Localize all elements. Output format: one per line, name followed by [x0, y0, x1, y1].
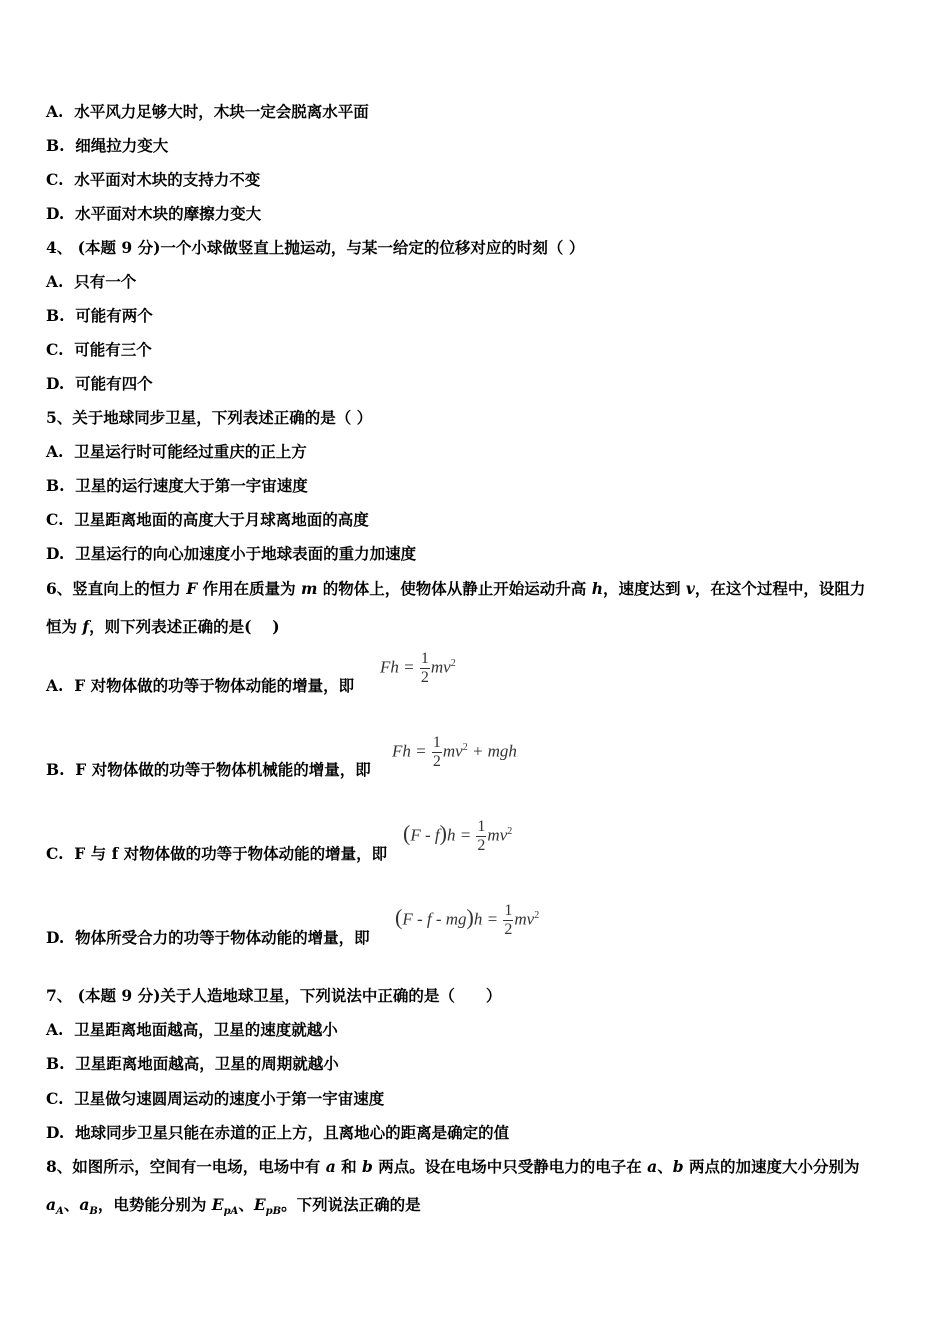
formula-a: [380, 650, 456, 687]
option-text: 水平面对木块的支持力不变: [74, 170, 261, 189]
q6-var-F: F: [186, 579, 198, 598]
option-letter: D.: [46, 1123, 65, 1142]
q8-text: 、: [657, 1157, 673, 1176]
fraction: [420, 650, 430, 687]
q6-var-m: m: [301, 579, 318, 598]
q4-option-d: [46, 374, 153, 394]
q8-sub: B: [89, 1206, 98, 1218]
q5-option-b: [46, 476, 308, 496]
q4-option-c: [46, 340, 152, 360]
q3-option-c: [46, 170, 260, 190]
q6-stem-line1: [46, 579, 865, 599]
q3-option-d: [46, 204, 261, 224]
fraction-den: 2: [420, 669, 429, 686]
q8-var-E: E: [253, 1195, 266, 1214]
q5-option-d: [46, 544, 416, 564]
option-text: F 对物体做的功等于物体动能的增量，即: [74, 676, 355, 695]
q6-option-c: [46, 844, 387, 864]
formula-rhs: mv: [442, 741, 463, 761]
q8-var-E: E: [211, 1195, 224, 1214]
q8-text: 8、如图所示，空间有一电场，电场中有: [46, 1157, 326, 1176]
q8-text: 和: [335, 1157, 363, 1176]
formula-after: h =: [473, 909, 499, 929]
q8-text: 两点。设在电场中只受静电力的电子在: [372, 1157, 648, 1176]
q6-text: ，在这个过程中，设阻力: [694, 579, 866, 598]
q4-stem: 4、 (本题 9 分)一个小球做竖直上抛运动，与某一给定的位移对应的时刻（ ）: [46, 238, 585, 257]
option-text: 可能有两个: [75, 306, 153, 325]
option-text: 物体所受合力的功等于物体动能的增量，即: [75, 928, 370, 947]
q8-var-a: a: [79, 1195, 90, 1214]
formula-lhs: Fh =: [380, 657, 415, 677]
option-letter: C.: [46, 340, 64, 359]
q5-option-a: [46, 442, 307, 462]
option-letter: C.: [46, 1089, 64, 1108]
q6-option-b: [46, 760, 371, 780]
option-letter: A.: [46, 272, 64, 291]
option-letter: C.: [46, 510, 64, 529]
q7-option-c: [46, 1089, 384, 1109]
formula-lhs: Fh =: [392, 741, 427, 761]
option-text: 卫星运行时可能经过重庆的正上方: [74, 442, 307, 461]
q8-text: 两点的加速度大小分别为: [683, 1157, 860, 1176]
option-text: 只有一个: [74, 272, 137, 291]
q6-text: 作用在质量为: [197, 579, 301, 598]
option-text: 卫星距离地面越高，卫星的速度就越小: [74, 1020, 338, 1039]
option-text: 水平面对木块的摩擦力变大: [75, 204, 262, 223]
option-letter: B.: [46, 1054, 65, 1073]
q6-option-a: [46, 676, 354, 696]
option-letter: B.: [46, 760, 65, 779]
fraction-den: 2: [477, 837, 486, 854]
option-letter: D.: [46, 544, 65, 563]
formula-paren: ): [439, 820, 447, 846]
q5-option-c: [46, 510, 369, 530]
option-letter: A.: [46, 442, 64, 461]
option-letter: B.: [46, 306, 65, 325]
q8-text: 、: [63, 1195, 80, 1214]
q8-text: 。下列说法正确的是: [281, 1195, 421, 1214]
q3-option-b: [46, 136, 168, 156]
q8-text: 、: [238, 1195, 254, 1214]
q6-text: 6、竖直向上的恒力: [46, 579, 187, 598]
option-letter: C.: [46, 170, 64, 189]
q4-option-a: [46, 272, 136, 292]
fraction-num: 1: [504, 902, 513, 919]
option-text: 可能有三个: [74, 340, 152, 359]
formula-after: h =: [446, 825, 472, 845]
option-letter: A.: [46, 102, 64, 121]
q8-stem-line2: [46, 1195, 421, 1222]
formula-exp: 2: [534, 909, 540, 921]
option-text: 卫星的运行速度大于第一宇宙速度: [75, 476, 308, 495]
q7-stem: 7、 (本题 9 分)关于人造地球卫星，下列说法中正确的是（ ）: [46, 986, 502, 1005]
formula-paren: (: [403, 820, 411, 846]
option-letter: D.: [46, 374, 65, 393]
formula-rhs: mv: [487, 825, 508, 845]
option-letter: B.: [46, 476, 65, 495]
option-text: 细绳拉力变大: [75, 136, 169, 155]
option-letter: A.: [46, 676, 64, 695]
q6-text: 的物体上，使物体从静止开始运动升高: [317, 579, 592, 598]
q6-var-h: h: [591, 579, 603, 598]
q8-var-b: b: [362, 1157, 373, 1176]
q6-text: ，则下列表述正确的是( ): [89, 617, 280, 636]
option-text: 卫星运行的向心加速度小于地球表面的重力加速度: [75, 544, 417, 563]
option-text: 卫星距离地面越高，卫星的周期就越小: [75, 1054, 339, 1073]
q6-var-f: f: [82, 617, 90, 636]
q6-stem-line2: [46, 617, 280, 637]
option-text: F 与 f 对物体做的功等于物体动能的增量，即: [74, 844, 388, 863]
q6-var-v: v: [685, 579, 695, 598]
q8-text: ，电势能分别为: [97, 1195, 212, 1214]
q8-var-a: a: [325, 1157, 336, 1176]
formula-inner: F - f: [410, 825, 440, 845]
fraction: [476, 818, 486, 855]
option-text: 卫星做匀速圆周运动的速度小于第一宇宙速度: [74, 1089, 385, 1108]
formula-d: [395, 902, 539, 939]
formula-paren: ): [466, 904, 474, 930]
option-letter: D.: [46, 204, 65, 223]
q8-var-b: b: [672, 1157, 684, 1176]
fraction: [432, 734, 442, 771]
option-letter: D.: [46, 928, 65, 947]
option-letter: A.: [46, 1020, 64, 1039]
q8-stem-line1: [46, 1157, 859, 1177]
option-text: 水平风力足够大时，木块一定会脱离水平面: [74, 102, 369, 121]
formula-inner: F - f - mg: [402, 909, 467, 929]
fraction-num: 1: [420, 650, 429, 667]
q6-text: 恒为: [46, 617, 83, 636]
q6-option-d: [46, 928, 370, 948]
option-text: 卫星距离地面的高度大于月球离地面的高度: [74, 510, 369, 529]
q7-option-b: [46, 1054, 339, 1074]
formula-b: [392, 734, 517, 771]
fraction-num: 1: [477, 818, 486, 835]
q7-option-d: [46, 1123, 509, 1143]
fraction: [503, 902, 513, 939]
formula-tail: + mgh: [467, 741, 517, 761]
q5-stem: 5、关于地球同步卫星，下列表述正确的是（ ）: [46, 408, 373, 427]
option-letter: C.: [46, 844, 64, 863]
formula-paren: (: [395, 904, 403, 930]
q7-option-a: [46, 1020, 338, 1040]
formula-rhs: mv: [430, 657, 451, 677]
formula-exp: 2: [507, 825, 513, 837]
q8-sub: pB: [265, 1206, 282, 1218]
fraction-den: 2: [504, 921, 513, 938]
fraction-den: 2: [432, 753, 441, 770]
q8-sub: pA: [223, 1206, 239, 1218]
formula-c: [403, 818, 512, 855]
formula-rhs: mv: [514, 909, 535, 929]
formula-exp: 2: [462, 741, 468, 753]
option-letter: B.: [46, 136, 65, 155]
option-text: 地球同步卫星只能在赤道的正上方，且离地心的距离是确定的值: [75, 1123, 510, 1142]
q4-option-b: [46, 306, 153, 326]
formula-exp: 2: [450, 657, 456, 669]
q3-option-a: [46, 102, 369, 122]
q8-var-a: a: [647, 1157, 658, 1176]
option-text: 可能有四个: [75, 374, 153, 393]
q8-sub: A: [56, 1206, 64, 1218]
option-text: F 对物体做的功等于物体机械能的增量，即: [75, 760, 371, 779]
q8-var-a: a: [46, 1195, 57, 1214]
q6-text: ，速度达到: [602, 579, 686, 598]
fraction-num: 1: [432, 734, 441, 751]
